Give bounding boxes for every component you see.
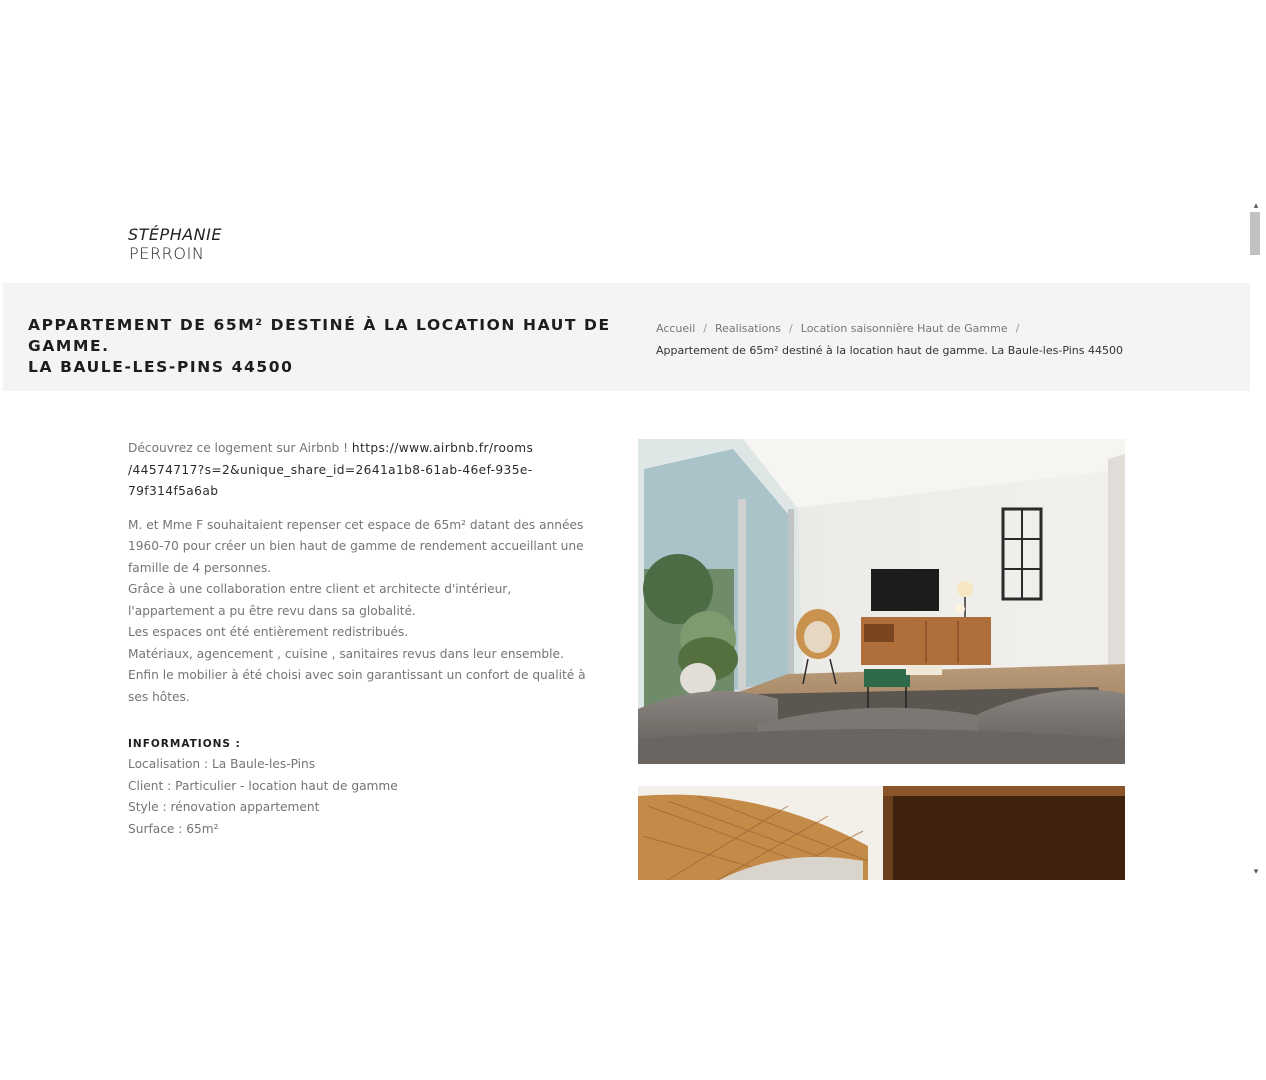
airbnb-link-line1: https://www.airbnb.fr/rooms xyxy=(351,441,534,455)
description-line: Matériaux, agencement , cuisine , sanitaires revus dans leur ensemble. xyxy=(128,646,564,661)
svg-text:STÉPHANIE: STÉPHANIE xyxy=(128,225,222,244)
description-line: Enfin le mobilier à été choisi avec soin garantissant un confort de qualité à ses hôtes. xyxy=(128,668,586,704)
scroll-down-icon[interactable]: ▾ xyxy=(1253,867,1259,877)
page-title-line1: APPARTEMENT DE 65M² DESTINÉ À LA LOCATION HAUT DE GAMME. xyxy=(28,316,611,355)
breadcrumb-link-location-saisonniere[interactable]: Location saisonnière Haut de Gamme xyxy=(800,322,1008,335)
scroll-up-icon[interactable]: ▴ xyxy=(1253,201,1259,211)
informations-heading: INFORMATIONS : xyxy=(128,738,241,750)
airbnb-intro: Découvrez ce logement sur Airbnb ! xyxy=(128,441,352,455)
page-title xyxy=(28,315,668,378)
logo-wordmark xyxy=(128,224,228,264)
detail-illustration xyxy=(638,786,1125,880)
living-room-illustration xyxy=(638,439,1125,764)
site-logo[interactable] xyxy=(128,224,228,264)
description-line: Les espaces ont été entièrement redistribués. xyxy=(128,625,409,639)
living-room-photo[interactable] xyxy=(638,439,1125,764)
page-title-band xyxy=(3,283,1250,391)
page-viewport xyxy=(0,200,1266,880)
info-style: Style : rénovation appartement xyxy=(128,800,320,814)
description-line: Grâce à une collaboration entre client et architecte d'intérieur, l'appartement a pu être revu dans sa globalité. xyxy=(128,582,512,618)
scroll-thumb[interactable] xyxy=(1250,212,1260,255)
info-localisation: Localisation : La Baule-les-Pins xyxy=(128,757,316,771)
breadcrumb-link-accueil[interactable]: Accueil xyxy=(656,322,696,335)
detail-photo[interactable] xyxy=(638,786,1125,880)
project-description xyxy=(128,438,598,840)
breadcrumb-separator: / xyxy=(703,322,707,335)
info-client: Client : Particulier - location haut de gamme xyxy=(128,778,398,793)
description-paragraph xyxy=(128,515,598,709)
description-line: M. et Mme F souhaitaient repenser cet espace de 65m² datant des années 1960-70 pour créer un bien haut de gamme de rendement accueillant une famille de 4 personnes. xyxy=(128,517,584,575)
svg-text:PERROIN: PERROIN xyxy=(129,244,205,263)
airbnb-link-line2: /44574717?s=2&unique_share_id=2641a1b8-61ab-46ef-935e-79f314f5a6ab xyxy=(128,462,533,498)
info-surface: Surface : 65m² xyxy=(128,821,219,836)
breadcrumb-separator: / xyxy=(789,322,793,335)
breadcrumb-separator: / xyxy=(1015,322,1020,335)
breadcrumb-link-realisations[interactable]: Realisations xyxy=(715,322,782,335)
breadcrumb xyxy=(656,318,1126,362)
airbnb-paragraph xyxy=(128,438,598,503)
informations-list xyxy=(128,754,598,840)
page-title-line2: LA BAULE-LES-PINS 44500 xyxy=(28,358,294,376)
breadcrumb-current: Appartement de 65m² destiné à la location haut de gamme. La Baule-les-Pins 44500 xyxy=(656,344,1123,357)
page-scrollbar[interactable] xyxy=(1250,200,1262,880)
